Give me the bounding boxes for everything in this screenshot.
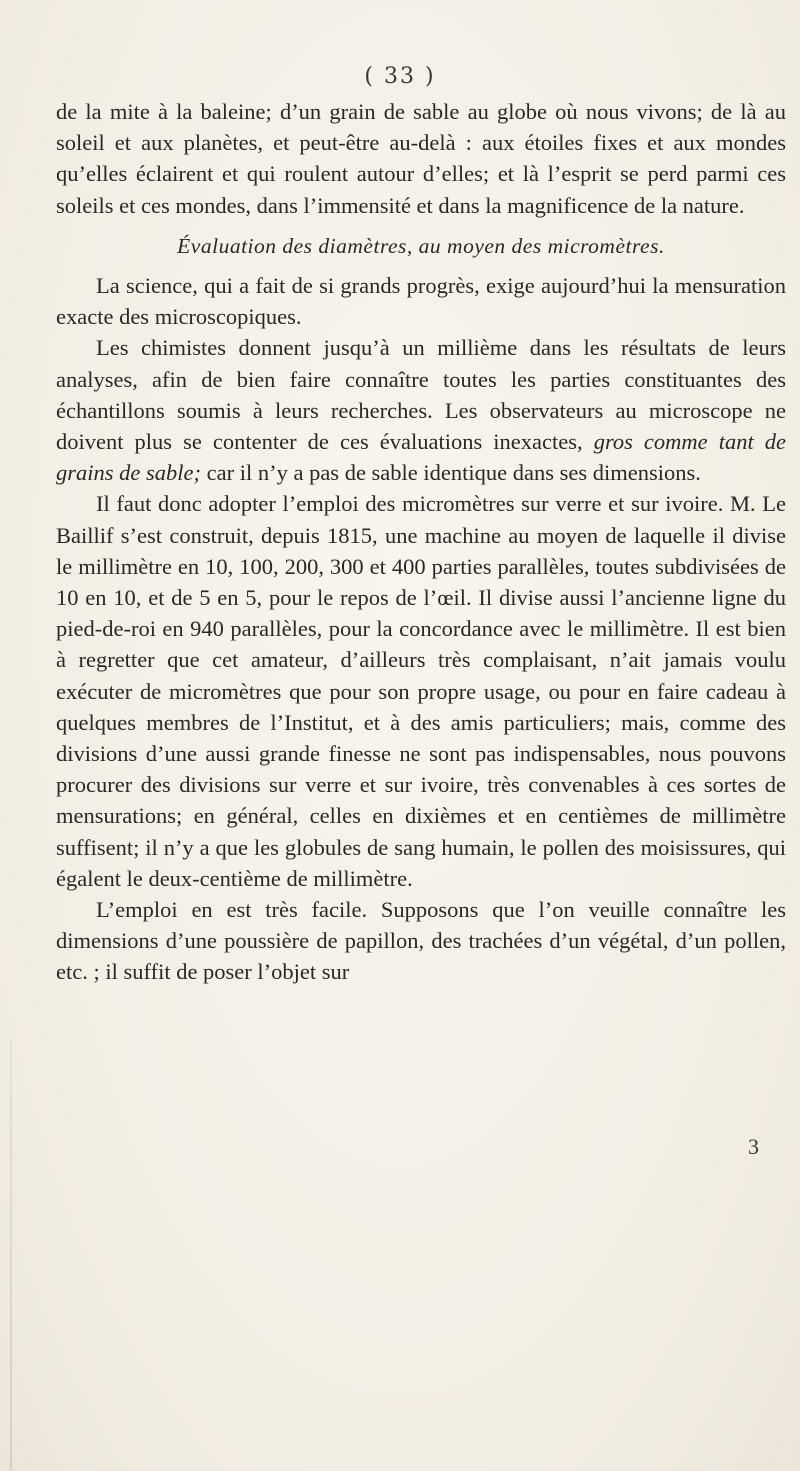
- paragraph-chimistes: [56, 332, 786, 488]
- paragraph-emploi: L’emploi en est très facile. Supposons que l’on veuille connaître les dimensions d’une poussière de papillon, des trachées d’un végétal, d’un pollen, etc. ; il suffit de poser l’objet sur: [56, 897, 786, 985]
- page-number: ( 33 ): [364, 64, 436, 89]
- paragraph-chimistes-text-b: car il n’y a pas de sable identique dans ses dimensions.: [201, 460, 701, 486]
- italic-phrase: gros comme tant de grains de sable;: [56, 429, 786, 486]
- paragraph-micrometres: Il faut donc adopter l’emploi des micromètres sur verre et sur ivoire. M. Le Baillif s’est construit, depuis 1815, une machine au moyen de laquelle il divise le millimètre en 10, 100, 200, 300 et 400 parties parallèles, toutes subdivisées de 10 en 10, et de 5 en 5, pour le repos de l’œil. Il divise aussi l’ancienne ligne du pied-de-roi en 940 parallèles, pour la concordance avec le millimètre. Il est bien à regretter que cet amateur, d’ailleurs très complaisant, n’ait jamais voulu exécuter de micromètres que pour son propre usage, ou pour en faire cadeau à quelques membres de l’Institut, et à des amis particuliers; mais, comme des divisions d’une aussi grande finesse ne sont pas indispensables, nous pouvons procurer des divisions sur verre et sur ivoire, très convenables à ces sortes de mensurations; en général, celles en dixièmes et en centièmes de millimètre suffisent; il n’y a que les globules de sang humain, le pollen des moisissures, qui égalent le deux-centième de millimètre.: [56, 491, 786, 891]
- paragraph-continuation: de la mite à la baleine; d’un grain de sable au globe où nous vivons; de là au soleil et aux planètes, et peut-être au-delà : aux étoiles fixes et aux mondes qu’elles éclairent et qui roulent autour d’elles; et là l’esprit se perd parmi ces soleils et ces mondes, dans l’immensité et dans la magnificence de la nature.: [56, 99, 786, 218]
- page-body: [56, 96, 786, 988]
- paragraph-science: La science, qui a fait de si grands progrès, exige aujourd’hui la mensuration exacte des microscopiques.: [56, 273, 786, 330]
- page-edge-shadow: [10, 1040, 12, 1470]
- section-heading: Évaluation des diamètres, au moyen des micromètres.: [177, 233, 665, 258]
- signature-mark: 3: [748, 1134, 759, 1159]
- paragraph-chimistes-text-a: Les chimistes donnent jusqu’à un millième dans les résultats de leurs analyses, afin de bien faire connaître toutes les parties constituantes des échantillons soumis à leurs recherches. Les observateurs au microscope ne doivent plus se contenter de ces évaluations inexactes,: [56, 335, 786, 455]
